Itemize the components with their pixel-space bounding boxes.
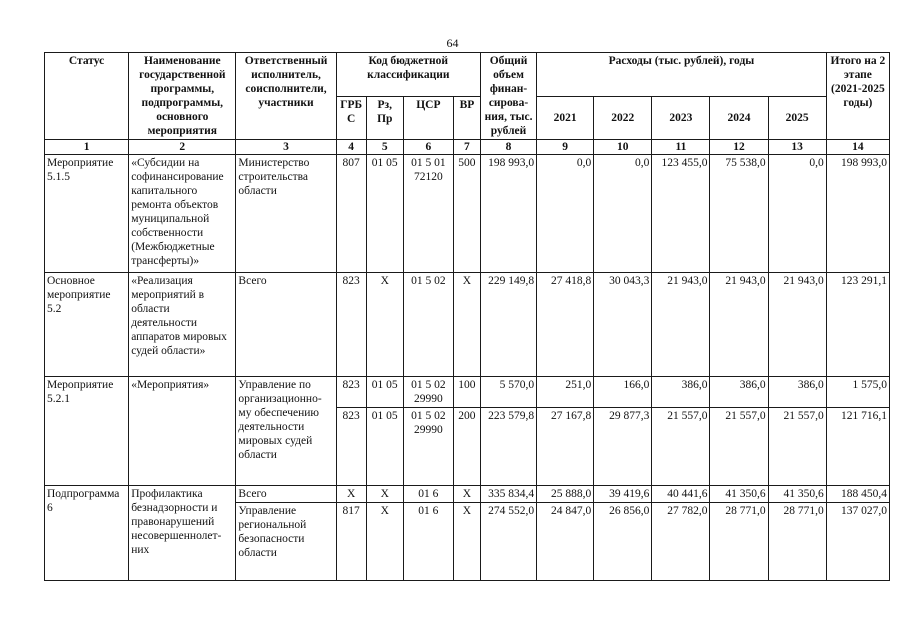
column-number: 10 xyxy=(594,140,652,155)
row-name: «Субсидии на софинансирование капитального ремонта объектов муниципальной собственности (Межбюджетные трансферты)» xyxy=(129,155,236,273)
header-executor: Ответственный исполнитель, соисполнители, участники xyxy=(236,53,336,140)
cell-vr: 100 xyxy=(453,377,480,408)
cell-2022: 30 043,3 xyxy=(594,273,652,377)
column-number: 13 xyxy=(768,140,826,155)
cell-grbs: 823 xyxy=(336,377,366,408)
cell-grbs: 817 xyxy=(336,503,366,581)
cell-2022: 39 419,6 xyxy=(594,486,652,503)
cell-total: 274 552,0 xyxy=(480,503,536,581)
cell-csr: 01 5 02 29990 xyxy=(403,377,453,408)
header-vr: ВР xyxy=(453,96,480,140)
row-name: Профилактика безнадзорности и правонарушений несовершеннолет-них xyxy=(129,486,236,581)
cell-vr: X xyxy=(453,486,480,503)
cell-2022: 29 877,3 xyxy=(594,408,652,486)
cell-rzpr: 01 05 xyxy=(366,408,403,486)
cell-csr: 01 6 xyxy=(403,503,453,581)
header-year: 2022 xyxy=(594,96,652,140)
header-code-group: Код бюджетной классификации xyxy=(336,53,480,97)
cell-2021: 27 418,8 xyxy=(537,273,594,377)
cell-rzpr: X xyxy=(366,486,403,503)
cell-2025: 21 943,0 xyxy=(768,273,826,377)
cell-2024: 21 557,0 xyxy=(710,408,768,486)
column-number: 7 xyxy=(453,140,480,155)
page-number: 64 xyxy=(446,36,459,50)
cell-total: 198 993,0 xyxy=(480,155,536,273)
row-status: Мероприятие 5.2.1 xyxy=(45,377,129,486)
cell-itogo: 137 027,0 xyxy=(826,503,889,581)
cell-2024: 41 350,6 xyxy=(710,486,768,503)
cell-csr: 01 6 xyxy=(403,486,453,503)
cell-2023: 386,0 xyxy=(652,377,710,408)
cell-2023: 123 455,0 xyxy=(652,155,710,273)
cell-csr: 01 5 02 xyxy=(403,273,453,377)
cell-total: 223 579,8 xyxy=(480,408,536,486)
cell-itogo: 198 993,0 xyxy=(826,155,889,273)
row-executor: Министерство строительства области xyxy=(236,155,336,273)
cell-2023: 27 782,0 xyxy=(652,503,710,581)
cell-2024: 28 771,0 xyxy=(710,503,768,581)
column-number: 8 xyxy=(480,140,536,155)
cell-itogo: 123 291,1 xyxy=(826,273,889,377)
cell-2022: 26 856,0 xyxy=(594,503,652,581)
column-number: 1 xyxy=(45,140,129,155)
cell-2023: 21 557,0 xyxy=(652,408,710,486)
column-number: 9 xyxy=(537,140,594,155)
column-number: 2 xyxy=(129,140,236,155)
header-total-volume: Общий объем финан-сирова-ния, тыс. рублей xyxy=(480,53,536,140)
cell-rzpr: 01 05 xyxy=(366,377,403,408)
column-number: 14 xyxy=(826,140,889,155)
table-row xyxy=(45,273,890,377)
cell-grbs: 823 xyxy=(336,408,366,486)
cell-2025: 41 350,6 xyxy=(768,486,826,503)
column-number: 11 xyxy=(652,140,710,155)
row-status: Подпрограмма 6 xyxy=(45,486,129,581)
column-number: 4 xyxy=(336,140,366,155)
cell-rzpr: X xyxy=(366,503,403,581)
cell-total: 5 570,0 xyxy=(480,377,536,408)
cell-grbs: 823 xyxy=(336,273,366,377)
header-expenses-group: Расходы (тыс. рублей), годы xyxy=(537,53,827,97)
cell-2024: 21 943,0 xyxy=(710,273,768,377)
row-name: «Реализация мероприятий в области деятельности аппаратов мировых судей области» xyxy=(129,273,236,377)
cell-total: 335 834,4 xyxy=(480,486,536,503)
cell-grbs: 807 xyxy=(336,155,366,273)
cell-2024: 75 538,0 xyxy=(710,155,768,273)
table-row xyxy=(45,486,890,503)
column-number: 3 xyxy=(236,140,336,155)
cell-2025: 386,0 xyxy=(768,377,826,408)
row-executor: Всего xyxy=(236,273,336,377)
cell-2021: 24 847,0 xyxy=(537,503,594,581)
column-number-row xyxy=(45,140,890,155)
header-year: 2021 xyxy=(537,96,594,140)
cell-total: 229 149,8 xyxy=(480,273,536,377)
cell-vr: X xyxy=(453,273,480,377)
column-number: 12 xyxy=(710,140,768,155)
row-name: «Мероприятия» xyxy=(129,377,236,486)
cell-2023: 21 943,0 xyxy=(652,273,710,377)
cell-grbs: X xyxy=(336,486,366,503)
cell-rzpr: X xyxy=(366,273,403,377)
cell-2021: 25 888,0 xyxy=(537,486,594,503)
row-executor: Управление по организационно-му обеспечению деятельности мировых судей области xyxy=(236,377,336,486)
column-number: 5 xyxy=(366,140,403,155)
header-grbs: ГРБС xyxy=(336,96,366,140)
cell-2025: 28 771,0 xyxy=(768,503,826,581)
row-executor: Всего xyxy=(236,486,336,503)
row-status: Основное мероприятие 5.2 xyxy=(45,273,129,377)
header-row-1 xyxy=(45,53,890,97)
header-status: Статус xyxy=(45,53,129,140)
cell-itogo: 188 450,4 xyxy=(826,486,889,503)
header-itogo: Итого на 2 этапе (2021-2025 годы) xyxy=(826,53,889,140)
cell-2022: 166,0 xyxy=(594,377,652,408)
cell-2021: 27 167,8 xyxy=(537,408,594,486)
cell-csr: 01 5 02 29990 xyxy=(403,408,453,486)
column-number: 6 xyxy=(403,140,453,155)
row-executor: Управление региональной безопасности области xyxy=(236,503,336,581)
cell-2024: 386,0 xyxy=(710,377,768,408)
cell-rzpr: 01 05 xyxy=(366,155,403,273)
cell-2023: 40 441,6 xyxy=(652,486,710,503)
cell-2025: 0,0 xyxy=(768,155,826,273)
row-status: Мероприятие 5.1.5 xyxy=(45,155,129,273)
cell-vr: X xyxy=(453,503,480,581)
header-csr: ЦСР xyxy=(403,96,453,140)
cell-itogo: 121 716,1 xyxy=(826,408,889,486)
table-row xyxy=(45,377,890,408)
cell-csr: 01 5 01 72120 xyxy=(403,155,453,273)
header-name: Наименование государственной программы, подпрограммы, основного мероприятия xyxy=(129,53,236,140)
cell-2022: 0,0 xyxy=(594,155,652,273)
cell-vr: 500 xyxy=(453,155,480,273)
cell-2025: 21 557,0 xyxy=(768,408,826,486)
header-year: 2023 xyxy=(652,96,710,140)
cell-2021: 0,0 xyxy=(537,155,594,273)
cell-vr: 200 xyxy=(453,408,480,486)
table-row xyxy=(45,155,890,273)
header-year: 2024 xyxy=(710,96,768,140)
cell-itogo: 1 575,0 xyxy=(826,377,889,408)
cell-2021: 251,0 xyxy=(537,377,594,408)
budget-table xyxy=(44,52,890,581)
header-year: 2025 xyxy=(768,96,826,140)
header-rzpr: Рз, Пр xyxy=(366,96,403,140)
